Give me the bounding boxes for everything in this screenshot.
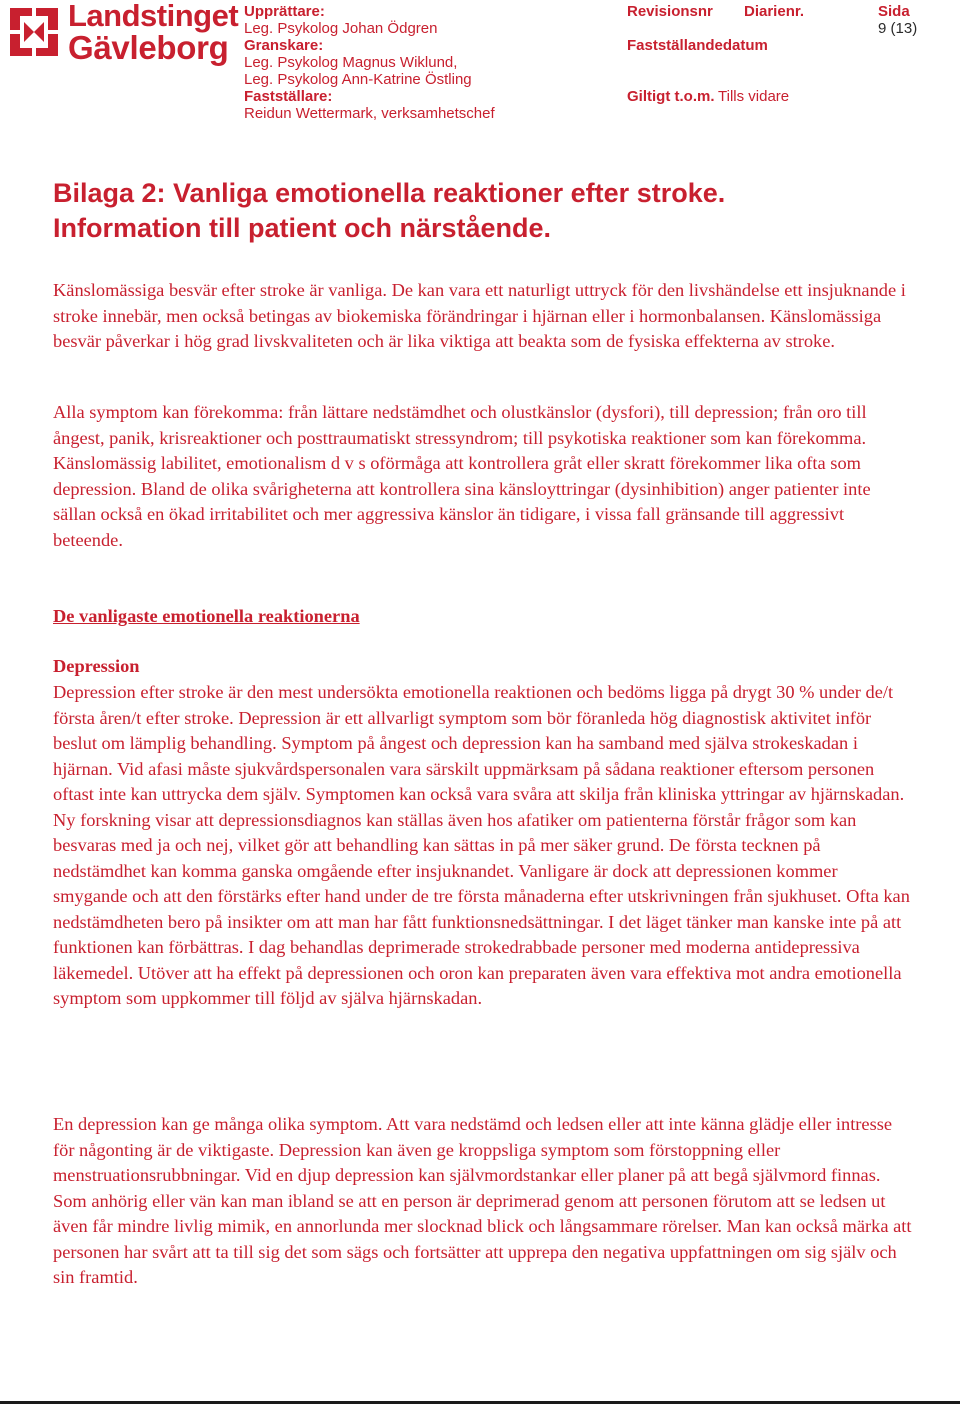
faststallare-value: Reidun Wettermark, verksamhetschef xyxy=(244,105,495,122)
bottom-rule xyxy=(0,1401,960,1404)
upprattare-label: Upprättare: xyxy=(244,3,325,20)
granskare-value-2: Leg. Psykolog Ann-Katrine Östling xyxy=(244,71,472,88)
diarienr-label: Diarienr. xyxy=(744,3,805,20)
sida-value: 9 (13) xyxy=(878,20,918,37)
logo-line-2: Gävleborg xyxy=(68,29,229,66)
logo-wordmark xyxy=(68,0,238,64)
paragraph-depression: Depression efter stroke är den mest undersökta emotionella reaktionen och bedöms ligga på drygt 30 % under de/t första åren/t efter stroke. Depression är ett allvarligt symptom som bör föranleda hög diagnostisk aktivitet inför beslut om lämplig behandling. Symptom på ångest och depression kan ha samband med själva strokeskadan i hjärnan. Vid afasi måste sjukvårdspersonalen vara särskilt uppmärksam på sådana reaktioner eftersom personen oftast inte kan uttrycka dem själv. Symptomen kan också vara svåra att skilja från kliniska yttringar av hjärnskadan. Ny forskning visar att depressionsdiagnos kan ställas även hos afatiker om patienterna förstår frågor som kan besvaras med ja och nej, vilket gör att behandling kan sättas in på mer säker grund. De första tecknen på nedstämdhet kan komma ganska omgående efter insjuknandet. Vanligare är dock att depressionen kommer smygande och att den förstärks efter hand under de tre första månaderna efter utskrivningen från sjukhuset. Ofta kan nedstämdheten bero på insikter om att man har fått funktionsnedsättningar. I det läget tänker man kanske inte på att funktionen kan förbättras. I dag behandlas deprimerade strokedrabbade personer med moderna antidepressiva läkemedel. Utöver att ha effekt på depressionen och oron kan preparaten även vara effektiva mot andra emotionella symptom som uppkommer till följd av själva hjärnskadan. xyxy=(53,682,910,1008)
organization-logo xyxy=(6,0,239,66)
faststallare-label: Fastställare: xyxy=(244,88,333,105)
faststallandedatum-label: Fastställandedatum xyxy=(627,37,768,54)
title-line-1: Bilaga 2: Vanliga emotionella reaktioner efter stroke. xyxy=(53,178,726,208)
landstinget-gavleborg-logo-icon xyxy=(6,4,62,60)
subheading-depression: Depression xyxy=(53,656,140,676)
giltigt-value: Tills vidare xyxy=(718,88,790,105)
paragraph-intro: Känslomässiga besvär efter stroke är vanliga. De kan vara ett naturligt uttryck för den livshändelse ett insjuknande i stroke innebär, men också betingas av biokemiska förändringar i hjärnan eller i hormonbalansen. Känslomässiga besvär påverkar i hög grad livskvaliteten och är lika viktiga att beakta som de fysiska effekterna av stroke. xyxy=(53,280,906,351)
paragraph-depression-symptoms: En depression kan ge många olika symptom. Att vara nedstämd och ledsen eller att inte känna glädje eller intresse för någonting är de viktigaste. Depression kan även ge kroppsliga symptom som förstoppning eller menstruationsrubbningar. Vid en djup depression kan självmordstankar eller planer på att begå självmord finnas. Som anhörig eller vän kan man ibland se att en person är deprimerad genom att personen förutom att se ledsen ut även får mindre livlig mimik, en annorlunda mer slocknad blick och långsammare rörelser. Man kan också märka att personen har svårt att ta till sig det som sägs och fortsätter att upprepa den negativa uppfattningen om sig själv och sin framtid. xyxy=(53,1114,912,1287)
sida-label: Sida xyxy=(878,3,910,20)
logo-line-1: Landstinget xyxy=(68,0,239,33)
section-heading: De vanligaste emotionella reaktionerna xyxy=(53,606,360,626)
paragraph-symptoms: Alla symptom kan förekomma: från lättare nedstämdhet och olustkänslor (dysfori), till depression; från oro till ångest, panik, krisreaktioner och posttraumatiskt stressyndrom; till psykotiska reaktioner som kan förekomma. Känslomässig labilitet, emotionalism d v s oförmåga att kontrollera gråt eller skratt förekommer lika ofta som depression. Bland de olika svårigheterna att kontrollera sina känsloyttringar (dysinhibition) anger patienter inte sällan också en ökad irritabilitet och mer aggressiva känslor än tidigare, i vissa fall gränsande till aggressivt beteende. xyxy=(53,402,871,550)
granskare-label: Granskare: xyxy=(244,37,324,54)
upprattare-value: Leg. Psykolog Johan Ödgren xyxy=(244,20,438,37)
revisionsnr-label: Revisionsnr xyxy=(627,3,713,20)
giltigt-label: Giltigt t.o.m. xyxy=(627,88,715,105)
granskare-value-1: Leg. Psykolog Magnus Wiklund, xyxy=(244,54,458,71)
title-line-2: Information till patient och närstående. xyxy=(53,213,552,243)
document-title xyxy=(53,176,913,246)
